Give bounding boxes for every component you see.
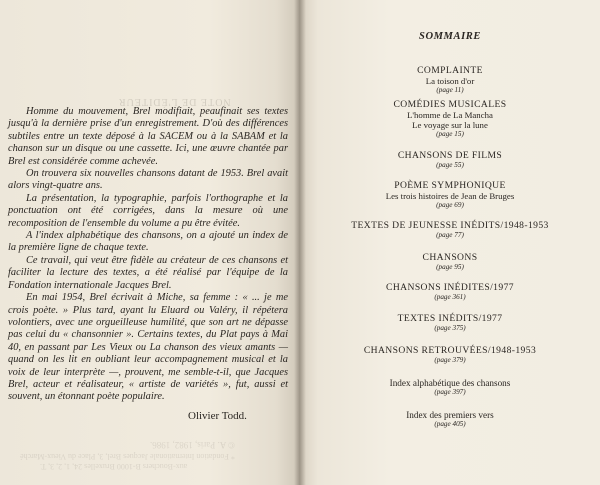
toc-entry-textes-inedits [300,313,600,333]
bleed-through-title: NOTE DE L'ÉDITEUR [118,96,231,107]
toc-entry-textes-de-jeunesse [300,220,600,240]
toc-page-ref: (page 379) [434,356,466,364]
toc-entry-index-alphabetique [300,378,600,397]
toc-page-ref: (page 11) [436,86,464,94]
toc-heading: CHANSONS DE FILMS [397,150,503,161]
bleed-through-line-1: © A. Paris, 1982, 1986. [150,440,235,450]
editor-note [8,106,288,404]
toc-entry-chansons [300,252,600,272]
toc-heading: TEXTES DE JEUNESSE INÉDITS/1948-1953 [351,220,549,231]
toc-heading: COMÉDIES MUSICALES [393,99,507,110]
toc-heading: POÈME SYMPHONIQUE [394,180,506,191]
note-paragraph-2: On trouvera six nouvelles chansons datant de 1953. Brel avait alors vingt-quatre ans. [8,168,288,192]
toc-page-ref: (page 405) [434,420,466,428]
toc-heading: CHANSONS INÉDITES/1977 [386,282,514,293]
toc-page-ref: (page 55) [436,161,464,169]
toc-page-ref: (page 375) [434,324,466,332]
toc-heading: COMPLAINTE [417,65,483,76]
toc-entry-poeme-symphonique [300,180,600,210]
toc-subtitle: Le voyage sur la lune [412,120,488,130]
note-paragraph-4: A l'index alphabétique des chansons, on a ajouté un index de la première ligne de chaque texte. [8,230,288,254]
toc-title: SOMMAIRE [419,31,481,42]
toc-entry-chansons-de-films [300,150,600,170]
note-paragraph-1: Homme du mouvement, Brel modifiait, peaufinait ses textes jusqu'à la dernière prise d'un enregistrement. D'où des différences subtiles entre un texte déposé à la SACEM ou à la SABAM et la chanson sur un disque ou une cassette. Ici, une œuvre chantée par Brel est considérée comme achevée. [8,106,288,167]
toc-heading: TEXTES INÉDITS/1977 [397,313,503,324]
note-paragraph-5: Ce travail, qui veut être fidèle au créateur de ces chansons et faciliter la lecture des textes, a été réalisé par l'équipe de la Fondation internationale Jacques Brel. [8,254,288,291]
toc-page-ref: (page 361) [434,293,466,301]
toc-entry-chansons-retrouvees [300,345,600,365]
signature: Olivier Todd. [188,410,247,422]
toc-subtitle: L'homme de La Mancha [407,110,493,120]
toc-page-ref: (page 15) [436,130,464,138]
toc-page-ref: (page 77) [436,231,464,239]
toc-page-ref: (page 95) [436,263,464,271]
note-paragraph-3: La présentation, la typographie, parfois l'orthographe et la ponctuation ont été corrigées, dans la mesure où une recomposition de l'ensemble du volume a pu être évitée. [8,192,288,229]
toc-page-ref: (page 69) [436,201,464,209]
toc-heading: Index alphabétique des chansons [389,378,511,388]
toc-subtitle: La toison d'or [425,76,475,86]
toc-heading: CHANSONS [422,252,478,263]
toc-heading: CHANSONS RETROUVÉES/1948-1953 [363,345,537,356]
bleed-through-line-3: aux-Bouchers B-1000 Bruxelles 24, 1, 2, 3, T. [40,462,188,471]
note-paragraph-6: En mai 1954, Brel écrivait à Miche, sa femme : « ... je me crois poète. » Plus tard, ayant lu Eluard ou Valéry, il répétera volontiers, avec une orgueilleuse humilité, que son art ne dépasse pas celui du « chansonnier ». Certains textes, du Plat pays à Mai 40, en passant par Les Vieux ou La chanson des vieux amants — quand on les lit en oubliant leur accompagnement musical et la voix de leur interprète —, prouvent, me semble-t-il, que Jacques Brel, acteur et réalisateur, « artiste de variétés », fut, aussi et souvent, un étonnant poète populaire. [8,292,288,403]
toc-page-ref: (page 397) [434,388,466,396]
bleed-through-line-2: * Fondation Internationale Jacques Brel, 3, Place du Vieux-Marché [20,452,235,461]
toc-entry-comedies-musicales [300,99,600,139]
toc-entry-index-premiers-vers [300,410,600,429]
toc-entry-complainte [300,65,600,95]
toc-subtitle: Les trois histoires de Jean de Bruges [385,191,515,201]
toc-entry-chansons-inedites [300,282,600,302]
toc-heading: Index des premiers vers [406,410,494,420]
